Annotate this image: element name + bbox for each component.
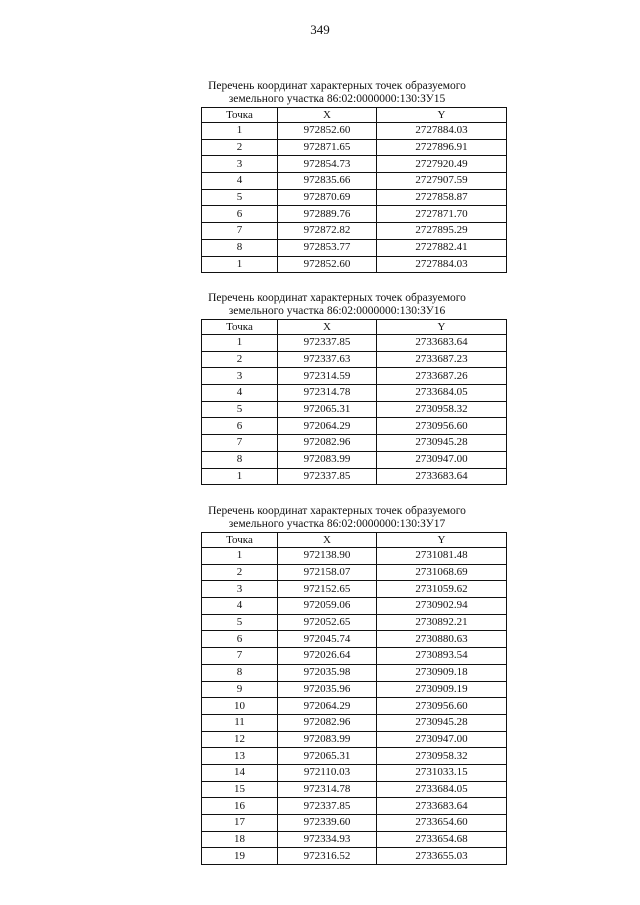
cell-point: 3 [202,156,278,173]
cell-point: 4 [202,173,278,190]
cell-point: 1 [202,123,278,140]
cell-point: 8 [202,239,278,256]
header-y: Y [377,533,507,548]
cell-point: 2 [202,139,278,156]
cell-y: 2733654.60 [377,815,507,832]
table-row [202,335,507,352]
page-number: 349 [310,22,330,37]
cell-y: 2730947.00 [377,731,507,748]
header-point: Точка [202,533,278,548]
table-row [202,764,507,781]
table-row [202,401,507,418]
cell-point: 8 [202,664,278,681]
cell-x: 972026.64 [278,648,377,665]
table-row [202,648,507,665]
table-row [202,239,507,256]
table-caption [17,292,640,318]
cell-x: 972082.96 [278,714,377,731]
cell-x: 972082.96 [278,435,377,452]
cell-x: 972035.96 [278,681,377,698]
cell-y: 2730945.28 [377,714,507,731]
coordinates-table [201,532,507,865]
cell-point: 17 [202,815,278,832]
cell-y: 2730945.28 [377,435,507,452]
cell-y: 2727858.87 [377,189,507,206]
cell-x: 972854.73 [278,156,377,173]
cell-x: 972339.60 [278,815,377,832]
table-row [202,451,507,468]
cell-y: 2727884.03 [377,256,507,273]
cell-y: 2727882.41 [377,239,507,256]
cell-x: 972853.77 [278,239,377,256]
table-caption [17,80,640,106]
cell-y: 2733654.68 [377,831,507,848]
cell-point: 14 [202,764,278,781]
header-point: Точка [202,320,278,335]
table-row [202,123,507,140]
cell-x: 972337.85 [278,335,377,352]
table-row [202,815,507,832]
table-row [202,798,507,815]
table-row [202,564,507,581]
coordinates-section-zu16 [0,292,640,485]
header-point: Точка [202,108,278,123]
caption-line-1: Перечень координат характерных точек образуемого [208,292,466,304]
table-row [202,223,507,240]
cell-point: 7 [202,648,278,665]
cell-x: 972835.66 [278,173,377,190]
coordinates-table [201,107,507,273]
table-row [202,581,507,598]
cell-point: 5 [202,401,278,418]
table-row [202,731,507,748]
header-x: X [278,533,377,548]
cell-x: 972872.82 [278,223,377,240]
table-row [202,848,507,865]
cell-point: 13 [202,748,278,765]
caption-line-2: земельного участка 86:02:0000000:130:ЗУ17 [228,518,446,530]
cell-y: 2731068.69 [377,564,507,581]
cell-x: 972158.07 [278,564,377,581]
coordinates-section-zu17 [0,505,640,865]
cell-point: 1 [202,548,278,565]
cell-y: 2730902.94 [377,598,507,615]
cell-y: 2733655.03 [377,848,507,865]
table-row [202,548,507,565]
cell-point: 8 [202,451,278,468]
cell-x: 972314.59 [278,368,377,385]
cell-x: 972314.78 [278,385,377,402]
cell-point: 4 [202,385,278,402]
table-row [202,831,507,848]
cell-point: 2 [202,564,278,581]
coordinates-table [201,319,507,485]
cell-y: 2730893.54 [377,648,507,665]
table-header-row [202,533,507,548]
table-row [202,418,507,435]
cell-point: 5 [202,614,278,631]
table-header-row [202,320,507,335]
table-row [202,698,507,715]
cell-y: 2731059.62 [377,581,507,598]
cell-x: 972083.99 [278,451,377,468]
cell-x: 972065.31 [278,401,377,418]
table-caption [17,505,640,531]
header-x: X [278,320,377,335]
cell-x: 972871.65 [278,139,377,156]
cell-y: 2733683.64 [377,335,507,352]
cell-y: 2730892.21 [377,614,507,631]
cell-x: 972337.63 [278,351,377,368]
header-y: Y [377,320,507,335]
cell-y: 2731033.15 [377,764,507,781]
cell-y: 2727895.29 [377,223,507,240]
cell-x: 972064.29 [278,418,377,435]
cell-x: 972334.93 [278,831,377,848]
cell-x: 972852.60 [278,256,377,273]
cell-point: 4 [202,598,278,615]
cell-y: 2730958.32 [377,748,507,765]
cell-x: 972052.65 [278,614,377,631]
cell-x: 972316.52 [278,848,377,865]
cell-x: 972110.03 [278,764,377,781]
cell-point: 6 [202,418,278,435]
cell-point: 19 [202,848,278,865]
coordinates-section-zu15 [0,80,640,273]
cell-point: 3 [202,368,278,385]
cell-x: 972045.74 [278,631,377,648]
cell-point: 6 [202,206,278,223]
cell-point: 7 [202,435,278,452]
cell-point: 15 [202,781,278,798]
table-row [202,664,507,681]
table-row [202,368,507,385]
cell-x: 972065.31 [278,748,377,765]
cell-y: 2733684.05 [377,781,507,798]
table-row [202,351,507,368]
table-row [202,681,507,698]
cell-y: 2727871.70 [377,206,507,223]
cell-x: 972337.85 [278,798,377,815]
table-row [202,156,507,173]
cell-point: 7 [202,223,278,240]
header-y: Y [377,108,507,123]
cell-x: 972083.99 [278,731,377,748]
cell-x: 972852.60 [278,123,377,140]
table-row [202,748,507,765]
table-row [202,256,507,273]
cell-point: 16 [202,798,278,815]
table-row [202,631,507,648]
header-x: X [278,108,377,123]
cell-y: 2733684.05 [377,385,507,402]
cell-x: 972889.76 [278,206,377,223]
cell-y: 2727920.49 [377,156,507,173]
table-row [202,189,507,206]
cell-x: 972138.90 [278,548,377,565]
cell-point: 1 [202,335,278,352]
cell-x: 972314.78 [278,781,377,798]
table-row [202,173,507,190]
cell-y: 2727884.03 [377,123,507,140]
cell-point: 3 [202,581,278,598]
cell-x: 972337.85 [278,468,377,485]
cell-x: 972035.98 [278,664,377,681]
cell-y: 2730909.19 [377,681,507,698]
cell-y: 2733687.23 [377,351,507,368]
cell-point: 1 [202,256,278,273]
cell-x: 972059.06 [278,598,377,615]
caption-line-1: Перечень координат характерных точек образуемого [208,505,466,517]
cell-point: 18 [202,831,278,848]
caption-line-2: земельного участка 86:02:0000000:130:ЗУ16 [228,305,446,317]
cell-y: 2727896.91 [377,139,507,156]
cell-point: 10 [202,698,278,715]
cell-point: 9 [202,681,278,698]
cell-point: 1 [202,468,278,485]
table-row [202,614,507,631]
cell-point: 5 [202,189,278,206]
cell-y: 2730909.18 [377,664,507,681]
table-header-row [202,108,507,123]
caption-line-2: земельного участка 86:02:0000000:130:ЗУ15 [228,93,446,105]
cell-y: 2733683.64 [377,798,507,815]
table-row [202,598,507,615]
cell-y: 2730956.60 [377,418,507,435]
cell-y: 2730958.32 [377,401,507,418]
table-row [202,781,507,798]
table-row [202,206,507,223]
cell-y: 2733687.26 [377,368,507,385]
table-row [202,139,507,156]
cell-x: 972870.69 [278,189,377,206]
table-row [202,468,507,485]
cell-x: 972152.65 [278,581,377,598]
cell-point: 6 [202,631,278,648]
cell-y: 2730956.60 [377,698,507,715]
cell-point: 2 [202,351,278,368]
cell-y: 2727907.59 [377,173,507,190]
cell-x: 972064.29 [278,698,377,715]
table-row [202,385,507,402]
cell-y: 2730880.63 [377,631,507,648]
cell-y: 2733683.64 [377,468,507,485]
cell-y: 2731081.48 [377,548,507,565]
table-row [202,714,507,731]
cell-y: 2730947.00 [377,451,507,468]
caption-line-1: Перечень координат характерных точек образуемого [208,80,466,92]
cell-point: 11 [202,714,278,731]
cell-point: 12 [202,731,278,748]
table-row [202,435,507,452]
